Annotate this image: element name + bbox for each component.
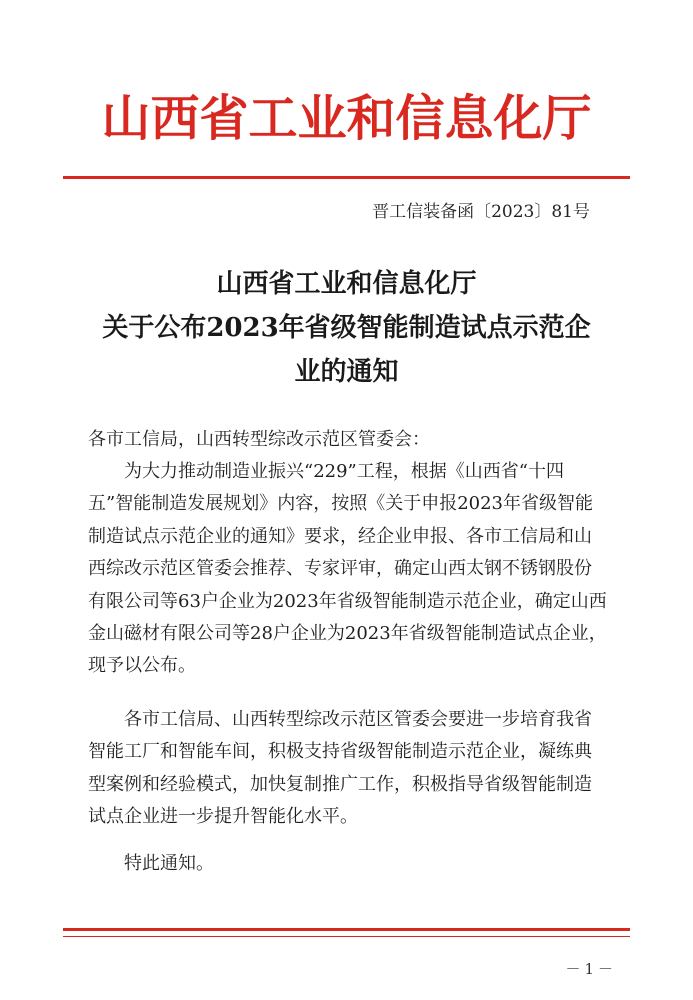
paragraph-2: 各市工信局、山西转型综改示范区管委会要进一步培育我省智能工厂和智能车间，积极支持省级智能制造示范企业，凝练典型案例和经验模式，加快复制推广工作，积极指导省级智能制造试点企业进一步提升智能化水平。 xyxy=(88,709,592,828)
page-number: －1－ xyxy=(565,960,617,978)
letterhead-red-rule xyxy=(63,176,630,179)
title-line-3: 业的通知 xyxy=(294,357,399,387)
footer-red-rule-thin xyxy=(63,936,630,937)
footer-red-rule-thick xyxy=(63,928,630,931)
paragraph-1: 为大力推动制造业振兴“229”工程，根据《山西省“十四五”智能制造发展规划》内容，按照《关于申报2023年省级智能制造试点示范企业的通知》要求，经企业申报、各市工信局和山西综改示范区管委会推荐、专家评审，确定山西太钢不锈钢股份有限公司等63户企业为2023年省级智能制造示范企业，确定山西金山磁材有限公司等28户企业为2023年省级智能制造试点企业，现予以公布。 xyxy=(88,461,607,677)
letterhead-title: 山西省工业和信息化厅 xyxy=(101,90,592,147)
closing-line: 特此通知。 xyxy=(124,853,214,874)
title-line-2: 关于公布2023年省级智能制造试点示范企 xyxy=(102,313,591,343)
document-number: 晋工信装备函〔2023〕81号 xyxy=(372,202,590,222)
title-line-1: 山西省工业和信息化厅 xyxy=(216,269,477,299)
salutation: 各市工信局，山西转型综改示范区管委会： xyxy=(88,429,430,450)
document-title xyxy=(0,262,693,394)
